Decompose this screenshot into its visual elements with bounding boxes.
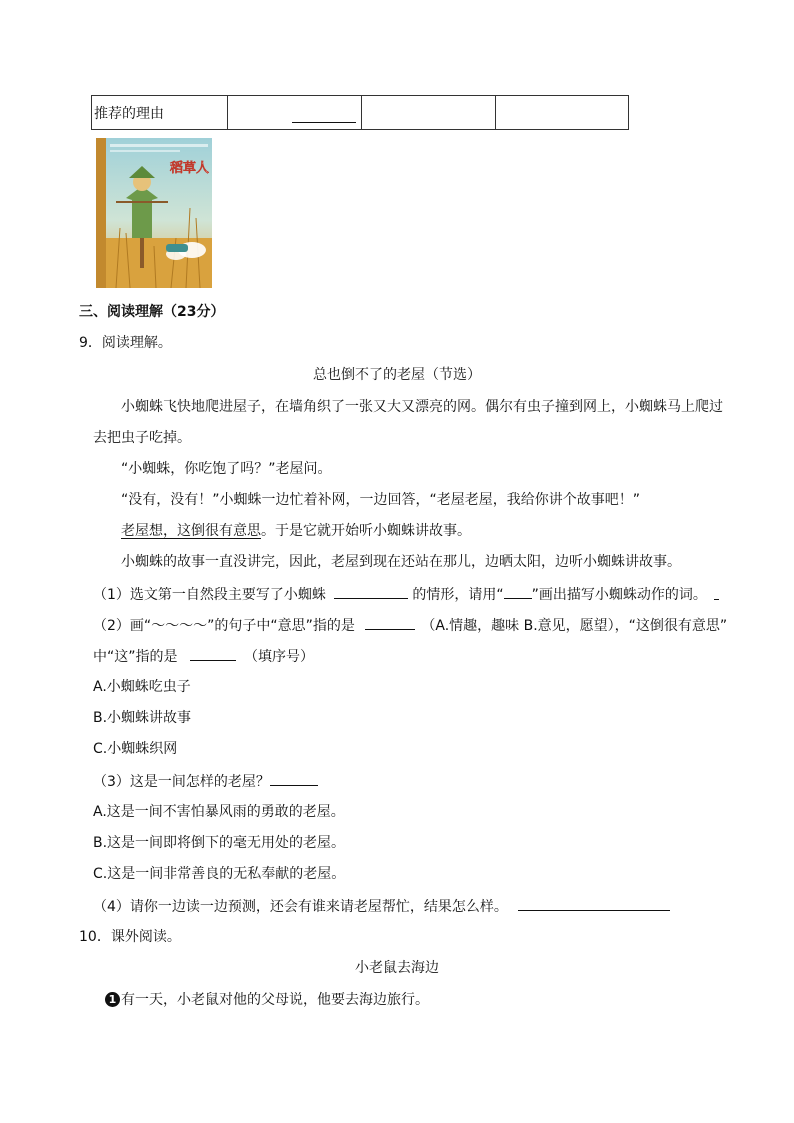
- sub-question-text: （2）画“～～～～”的句子中“意思”指的是: [93, 618, 355, 634]
- answer-blank[interactable]: [334, 584, 408, 599]
- option-c: C.小蜘蛛织网: [93, 741, 178, 757]
- underline-mark: [504, 584, 532, 599]
- option-c: C.这是一间非常善良的无私奉献的老屋。: [93, 866, 346, 882]
- option-a: A.这是一间不害怕暴风雨的勇敢的老屋。: [93, 804, 345, 820]
- option-a: A.小蜘蛛吃虫子: [93, 679, 191, 695]
- passage-paragraph: 小蜘蛛的故事一直没讲完，因此，老屋到现在还站在那儿，边晒太阳，边听小蜘蛛讲故事。: [121, 554, 681, 570]
- sub-question-text: （填序号）: [243, 649, 314, 665]
- sub-question-3: [93, 771, 318, 792]
- passage-paragraph: 小蜘蛛飞快地爬进屋子，在墙角织了一张又大又漂亮的网。偶尔有虫子撞到网上，小蜘蛛马上爬过: [121, 399, 723, 415]
- row-label: 推荐的理由: [94, 105, 164, 122]
- passage-paragraph: “小蜘蛛，你吃饱了吗？”老屋问。: [121, 461, 332, 477]
- book-title: 稻草人: [170, 161, 210, 176]
- passage-paragraph: [121, 521, 471, 541]
- sub-question-text: ”画出描写小蜘蛛动作的词。: [531, 587, 707, 603]
- sub-question-text: （4）请你一边读一边预测，还会有谁来请老屋帮忙，结果怎么样。: [93, 899, 508, 915]
- answer-blank[interactable]: [518, 896, 670, 911]
- wavy-underlined-sentence: 老屋想，这倒很有意思: [121, 523, 261, 539]
- passage-paragraph: 去把虫子吃掉。: [93, 430, 191, 446]
- recommend-table: [91, 95, 629, 130]
- answer-blank[interactable]: [365, 615, 415, 630]
- sub-question-text: （3）这是一间怎样的老屋？: [93, 774, 270, 790]
- paragraph-number-badge: 1: [105, 992, 120, 1007]
- table-cell-answer[interactable]: [228, 96, 362, 130]
- sub-question-2: [93, 615, 727, 636]
- table-cell-empty[interactable]: [496, 96, 629, 130]
- sentence-rest: 。于是它就开始听小蜘蛛讲故事。: [261, 523, 471, 539]
- sub-question-1: [93, 584, 707, 605]
- passage-title: 总也倒不了的老屋（节选）: [313, 367, 481, 383]
- passage-title: 小老鼠去海边: [355, 960, 439, 976]
- option-b: B.小蜘蛛讲故事: [93, 710, 192, 726]
- table-cell-label: [92, 96, 228, 130]
- passage-paragraph: “没有，没有！”小蜘蛛一边忙着补网，一边回答，“老屋老屋，我给你讲个故事吧！”: [121, 492, 641, 508]
- option-b: B.这是一间即将倒下的毫无用处的老屋。: [93, 835, 346, 851]
- paragraph-text: 有一天，小老鼠对他的父母说，他要去海边旅行。: [121, 992, 429, 1008]
- question-label: 9．阅读理解。: [79, 335, 172, 351]
- sub-question-text: 的情形，请用“: [412, 587, 504, 603]
- answer-blank[interactable]: [270, 771, 318, 786]
- section-heading: 三、阅读理解（23分）: [79, 304, 225, 320]
- table-row: [92, 96, 629, 130]
- answer-blank[interactable]: [190, 646, 236, 661]
- table-cell-empty[interactable]: [362, 96, 496, 130]
- sub-question-text: （1）选文第一自然段主要写了小蜘蛛: [93, 587, 326, 603]
- stray-mark: [714, 599, 719, 600]
- passage-paragraph: [105, 990, 429, 1010]
- sub-question-4: [93, 896, 670, 917]
- book-cover-image: [96, 138, 212, 288]
- sub-question-text: 中“这”指的是: [93, 649, 178, 665]
- answer-blank[interactable]: [292, 108, 356, 123]
- sub-question-text: （A.情趣，趣味 B.意见，愿望），“这倒很有意思”: [421, 618, 728, 634]
- question-label: 10．课外阅读。: [79, 929, 181, 945]
- sub-question-2-cont: [93, 646, 314, 667]
